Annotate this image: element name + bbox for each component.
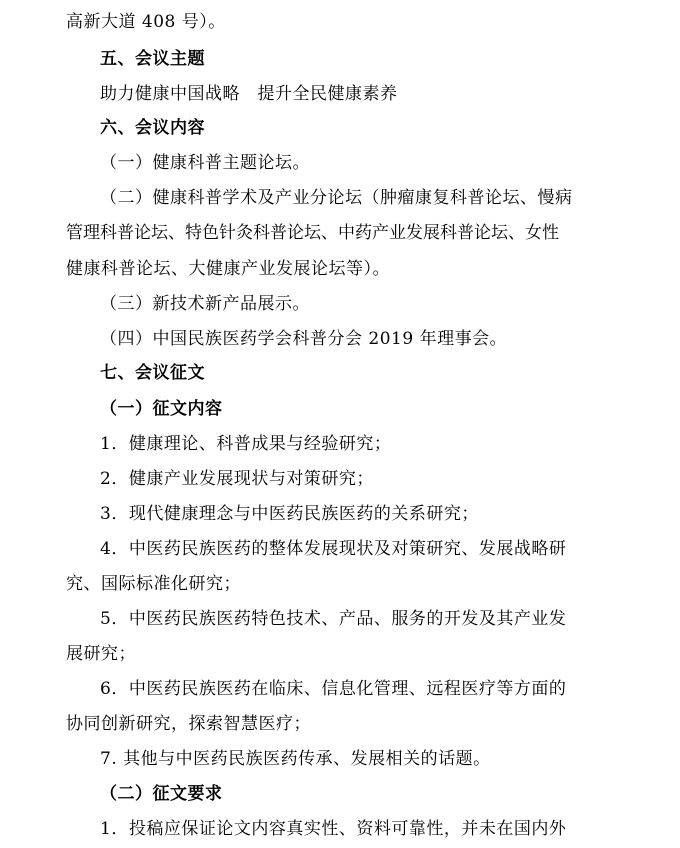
list-item-continuation: 究、国际标准化研究； (66, 574, 241, 594)
text-line: （二）健康科普学术及产业分论坛（肿瘤康复科普论坛、慢病 (100, 188, 573, 208)
meeting-theme-text: 助力健康中国战略 提升全民健康素养 (100, 84, 398, 104)
text-line (66, 221, 626, 245)
section-heading-content: 六、会议内容 (100, 118, 205, 138)
list-item: 1．投稿应保证论文内容真实性、资料可靠性，并未在国内外 (100, 819, 567, 839)
list-item: 3．现代健康理念与中医药民族医药的关系研究； (100, 504, 479, 524)
section-heading-papers: 七、会议征文 (100, 363, 205, 383)
text-line: （四）中国民族医药学会科普分会 2019 年理事会。 (100, 329, 508, 349)
section-heading-theme: 五、会议主题 (100, 49, 205, 69)
text-line: 健康科普论坛、大健康产业发展论坛等）。 (66, 259, 390, 279)
list-item: 7. 其他与中医药民族医药传承、发展相关的话题。 (100, 749, 491, 769)
list-item-continuation: 展研究； (66, 644, 136, 664)
text-line: （三）新技术新产品展示。 (100, 294, 310, 314)
subsection-heading-paper-requirements: （二）征文要求 (100, 784, 223, 804)
text-span: 管理科普论坛、特色针灸科普论坛、中药产业发展科普论坛、女性 (66, 223, 559, 243)
list-item: 1．健康理论、科普成果与经验研究； (100, 434, 392, 454)
list-item: 2．健康产业发展现状与对策研究； (100, 469, 374, 489)
list-item: 6．中医药民族医药在临床、信息化管理、远程医疗等方面的 (100, 679, 567, 699)
list-item-continuation: 协同创新研究，探索智慧医疗； (66, 714, 311, 734)
text-line: （一）健康科普主题论坛。 (100, 153, 310, 173)
text-line: 高新大道 408 号）。 (66, 12, 226, 32)
subsection-heading-paper-content: （一）征文内容 (100, 399, 223, 419)
list-item: 4．中医药民族医药的整体发展现状及对策研究、发展战略研 (100, 539, 567, 559)
list-item: 5．中医药民族医药特色技术、产品、服务的开发及其产业发 (100, 609, 567, 629)
